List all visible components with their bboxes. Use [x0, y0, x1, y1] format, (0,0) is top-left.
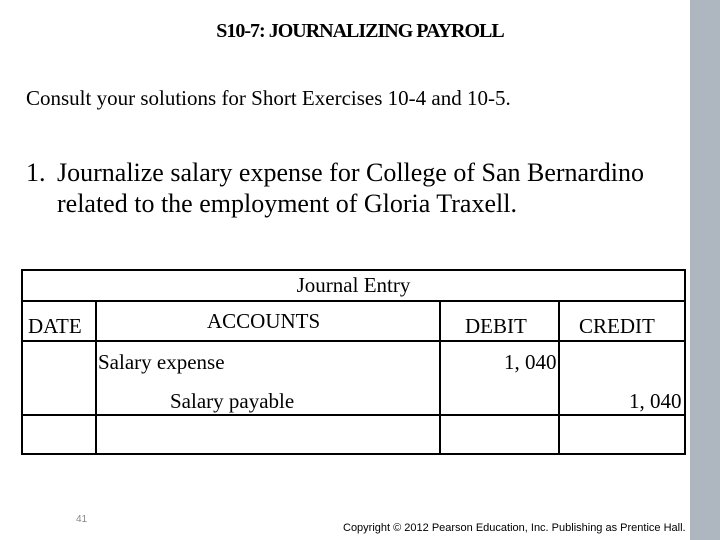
column-divider-accounts: [439, 300, 441, 455]
row-2-credit: 1, 040: [629, 389, 682, 413]
row-1-account: Salary expense: [98, 350, 225, 374]
column-divider-debit: [558, 300, 560, 455]
header-credit: CREDIT: [579, 314, 655, 338]
row-2-account: Salary payable: [170, 389, 295, 413]
intro-text: Consult your solutions for Short Exercises 10-4 and 10-5.: [26, 86, 511, 110]
column-divider-date: [95, 300, 97, 455]
header-divider: [23, 300, 684, 302]
row-1-debit: 1, 040: [504, 350, 557, 374]
task-number: 1.: [26, 158, 46, 187]
header-accounts: ACCOUNTS: [207, 309, 321, 333]
page-number: 41: [76, 514, 88, 525]
row-divider-1: [23, 340, 684, 342]
right-accent-bar: [690, 0, 720, 540]
task-item: [26, 157, 686, 219]
journal-title: Journal Entry: [296, 273, 411, 297]
header-date: DATE: [28, 314, 82, 338]
task-text: Journalize salary expense for College of San Bernardino related to the employment of Gloria Traxell.: [57, 158, 644, 218]
journal-entry-table: [21, 269, 686, 455]
header-debit: DEBIT: [465, 314, 527, 338]
row-divider-2: [23, 414, 684, 416]
copyright-notice: Copyright © 2012 Pearson Education, Inc. Publishing as Prentice Hall.: [343, 522, 686, 534]
slide-title: S10-7: JOURNALIZING PAYROLL: [216, 20, 504, 42]
